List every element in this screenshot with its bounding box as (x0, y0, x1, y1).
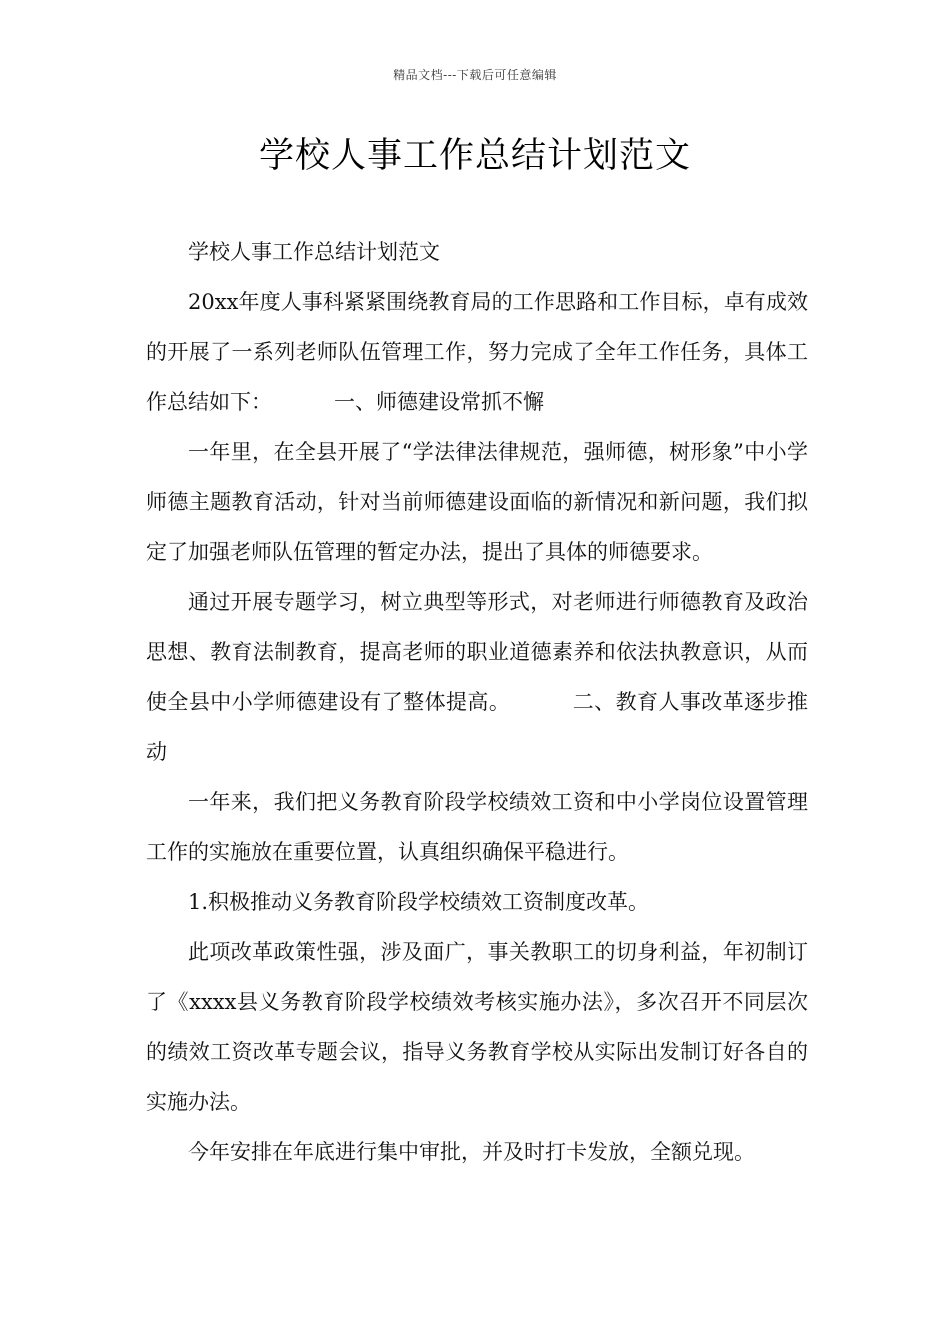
paragraph (146, 777, 808, 877)
section-heading: 一、师德建设常抓不懈 (334, 390, 544, 414)
document-title: 学校人事工作总结计划范文 (258, 136, 691, 176)
paragraph (146, 927, 808, 1127)
paragraph (146, 877, 808, 927)
paragraph (146, 277, 808, 427)
paragraph-text: 一年里，在全县开展了“学法律法律规范，强师德，树形象”中小学师德主题教育活动，针对当前师德建设面临的新情况和新问题，我们拟定了加强老师队伍管理的暂定办法，提出了具体的师德要求。 (146, 440, 808, 564)
paragraph (146, 577, 808, 777)
paragraph-text: 今年安排在年底进行集中审批，并及时打卡发放，全额兑现。 (188, 1140, 755, 1164)
section-heading: 二、教育人事改革逐步推动 (146, 690, 809, 764)
paragraph (146, 1127, 808, 1177)
paragraph-text: 通过开展专题学习，树立典型等形式，对老师进行师德教育及政治思想、教育法制教育，提高老师的职业道德素养和依法执教意识，从而使全县中小学师德建设有了整体提高。 (146, 590, 808, 714)
paragraph (146, 427, 808, 577)
paragraph (146, 227, 808, 277)
paragraph-text: 学校人事工作总结计划范文 (188, 240, 440, 264)
paragraph-text: 1.积极推动义务教育阶段学校绩效工资制度改革。 (188, 890, 650, 914)
paragraph-text: 20xx年度人事科紧紧围绕教育局的工作思路和工作目标，卓有成效的开展了一系列老师队伍管理工作，努力完成了全年工作任务，具体工作总结如下： (146, 290, 808, 414)
page-header-note: 精品文档---下载后可任意编辑 (393, 68, 557, 82)
paragraph-text: 一年来，我们把义务教育阶段学校绩效工资和中小学岗位设置管理工作的实施放在重要位置，认真组织确保平稳进行。 (146, 790, 808, 864)
paragraph-text: 此项改革政策性强，涉及面广，事关教职工的切身利益，年初制订了《xxxx县义务教育阶段学校绩效考核实施办法》，多次召开不同层次的绩效工资改革专题会议，指导义务教育学校从实际出发制订好各自的实施办法。 (146, 940, 808, 1114)
document-body (146, 227, 808, 1177)
